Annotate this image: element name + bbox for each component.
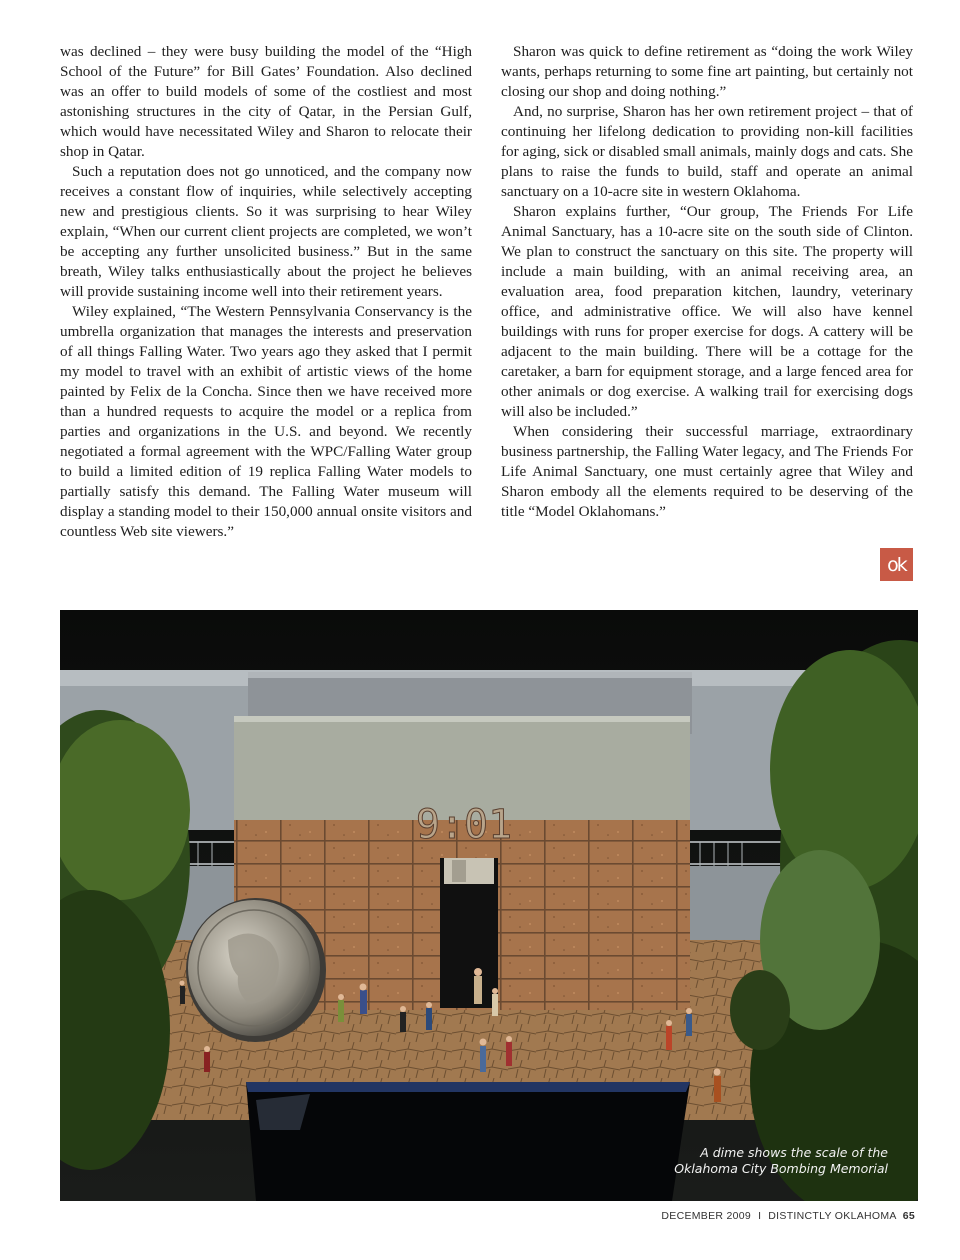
caption-line: A dime shows the scale of the: [700, 1145, 888, 1160]
article-column-right: [501, 42, 913, 522]
gate-time-label: 9:01: [415, 802, 513, 848]
article-paragraph: When considering their successful marriage, extraordinary business partnership, the Falling Water legacy, and The Friends For Life Animal Sanctuary, one must certainly agree that Wiley and Sharon embody all the elements required to be deserving of the title “Model Oklahomans.”: [501, 423, 913, 520]
issue-date: DECEMBER 2009: [661, 1210, 752, 1222]
dime-coin: [186, 898, 326, 1042]
caption-line: Oklahoma City Bombing Memorial: [674, 1161, 888, 1176]
article-paragraph: Sharon explains further, “Our group, The Friends For Life Animal Sanctuary, has a 10-acre site on the south side of Clinton. We plan to construct the sanctuary on this site. The property will include a main building, with an animal receiving area, an evaluation area, food preparation kitchen, laundry, veterinary office, and administrative office. We will also have kennel buildings with runs for proper exercise for dogs. A cattery will be adjacent to the main building. There will be a cottage for the caretaker, a barn for equipment storage, and a large fenced area for other animals or dog exercise. A walking trail for exercising dogs will also be included.”: [501, 203, 913, 420]
memorial-model-photo: [60, 610, 918, 1201]
footer-separator: I: [758, 1210, 762, 1222]
article-paragraph: Such a reputation does not go unnoticed, and the company now receives a constant flow of inquiries, while selectively accepting new and prestigious clients. So it was surprising to hear Wiley explain, “When our current client projects are completed, we won’t be accepting any further unsolicited business.” But in the same breath, Wiley talks enthusiastically about the project he believes will provide sustaining income well into their retirement years.: [60, 163, 472, 300]
article-paragraph: Sharon was quick to define retirement as “doing the work Wiley wants, perhaps returning to some fine art painting, but certainly not closing our shop and doing nothing.”: [501, 43, 913, 100]
magazine-name: DISTINCTLY OKLAHOMA: [768, 1210, 897, 1222]
page-footer: [661, 1210, 915, 1222]
article-paragraph: Wiley explained, “The Western Pennsylvania Conservancy is the umbrella organization that manages the interests and preservation of all things Falling Water. Two years ago they asked that I permit my model to travel with an exhibit of artistic views of the home painted by Felix de la Concha. Since then we have received more than a hundred requests to acquire the model or a replica from parties and organizations in the U.S. and beyond. We recently negotiated a formal agreement with the WPC/Falling Water group to build a limited edition of 19 replica Falling Water models to partially satisfy this demand. The Falling Water museum will display a standing model to their 150,000 annual onsite visitors and countless Web site viewers.”: [60, 303, 472, 540]
article-column-left: [60, 42, 472, 542]
photo-illustration: [60, 610, 918, 1201]
photo-caption: [674, 1145, 888, 1177]
page-number: 65: [902, 1210, 915, 1222]
article-paragraph: was declined – they were busy building the model of the “High School of the Future” for Bill Gates’ Foundation. Also declined was an offer to build models of some of the costliest and most astonishing structures in the city of Qatar, in the Persian Gulf, which would have necessitated Wiley and Sharon to relocate their shop in Qatar.: [60, 43, 472, 160]
ok-end-mark-logo: ok: [880, 548, 913, 581]
article-paragraph: And, no surprise, Sharon has her own retirement project – that of continuing her lifelong dedication to providing non-kill facilities for aging, sick or disabled small animals, mainly dogs and cats. She plans to raise the funds to build, staff and operate an animal sanctuary on a 10-acre site in western Oklahoma.: [501, 103, 913, 200]
